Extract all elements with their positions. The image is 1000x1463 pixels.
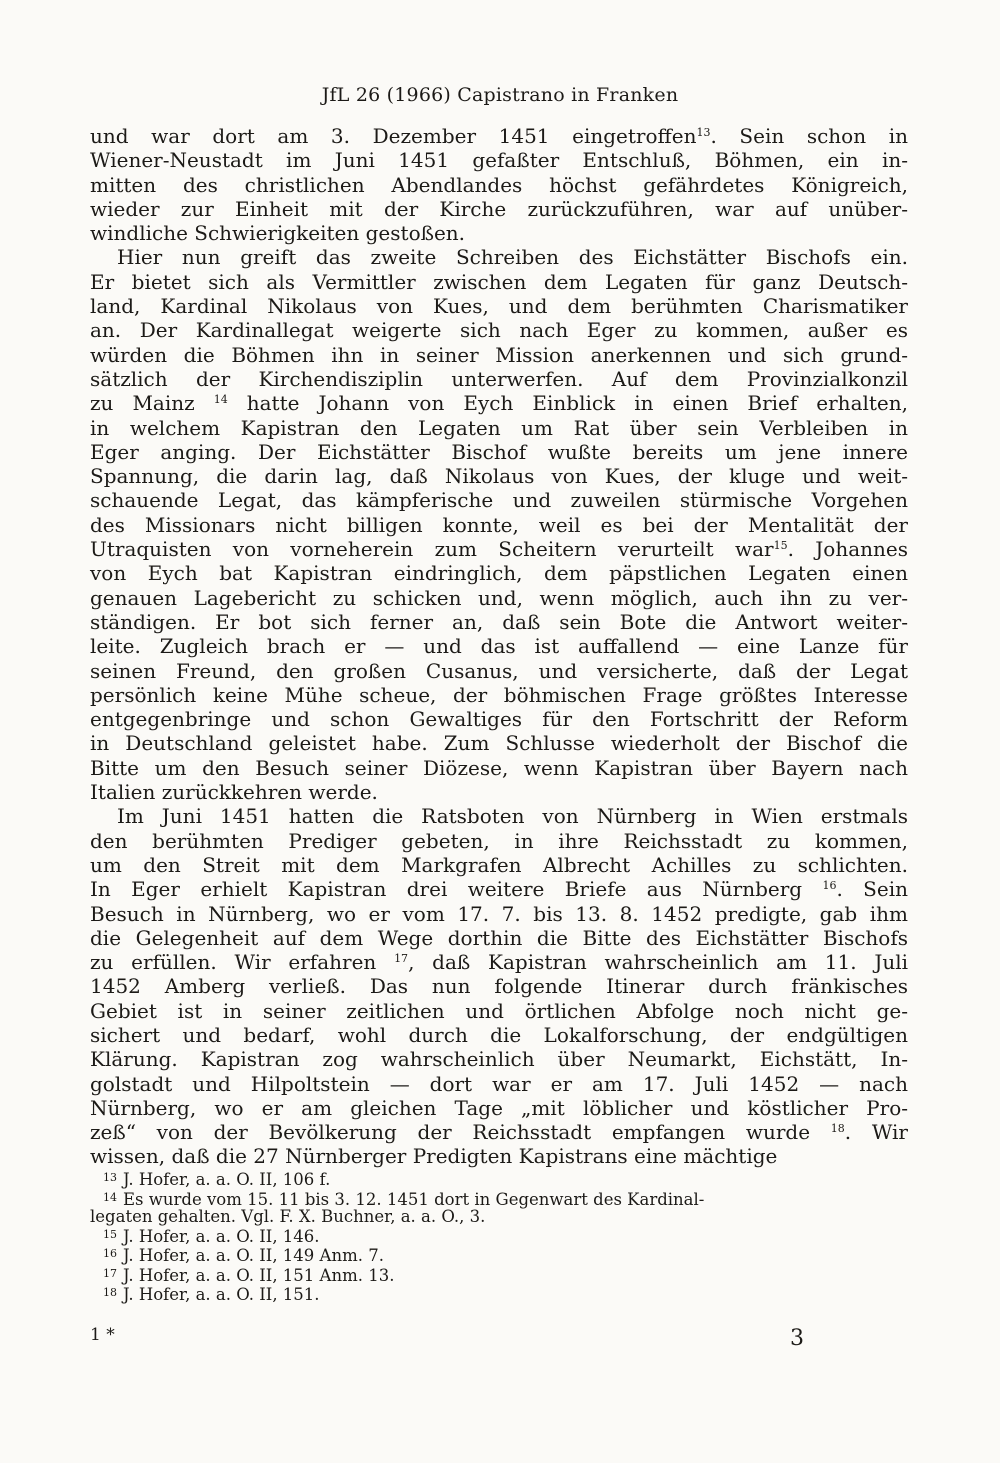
text-run: Besuch in Nürnberg, wo er vom 17. 7. bis 13. 8. 1452 predigte, gab ihm <box>90 901 908 926</box>
text-run: Bitte um den Besuch seiner Diözese, wenn Kapistran über Bayern nach <box>90 755 908 780</box>
text-line <box>90 124 908 148</box>
text-line <box>90 148 908 172</box>
text-line <box>90 1144 908 1168</box>
footnotes <box>90 1169 810 1304</box>
paragraph <box>90 245 908 804</box>
text-run: in welchem Kapistran den Legaten um Rat über sein Verbleiben in <box>90 415 908 440</box>
text-run: Klärung. Kapistran zog wahrscheinlich über Neumarkt, Eichstätt, In- <box>90 1047 908 1072</box>
paragraph <box>90 804 908 1168</box>
footnote-number: 16 <box>103 1247 117 1260</box>
footnote-text: legaten gehalten. Vgl. F. X. Buchner, a. a. O., 3. <box>90 1207 486 1226</box>
text-line <box>90 634 908 658</box>
page-number: 3 <box>790 1326 804 1351</box>
footnote-reference[interactable]: 16 <box>822 879 837 893</box>
text-line <box>90 537 908 561</box>
text-line <box>90 1047 908 1071</box>
body-text <box>90 124 908 1169</box>
text-run: wissen, daß die 27 Nürnberger Predigten Kapistrans eine mächtige <box>90 1144 778 1169</box>
footnote-number: 17 <box>103 1266 117 1280</box>
text-run: den berühmten Prediger gebeten, in ihre Reichsstadt zu kommen, <box>90 828 908 853</box>
text-run: Italien zurückkehren werde. <box>90 780 378 805</box>
text-run: von Eych bat Kapistran eindringlich, dem päpstlichen Legaten einen <box>90 561 908 586</box>
text-run: . Wir <box>844 1120 908 1145</box>
footnote <box>90 1208 810 1226</box>
text-run: und war dort am 3. Dezember 1451 eingetroffen <box>90 124 697 148</box>
text-run: um den Streit mit dem Markgrafen Albrecht Achilles zu schlichten. <box>90 852 908 877</box>
footnote-text: Es wurde vom 15. 11 bis 3. 12. 1451 dort in Gegenwart des Kardinal- <box>123 1189 705 1209</box>
footnote-text: J. Hofer, a. a. O. II, 151. <box>123 1285 320 1304</box>
text-run: Spannung, die darin lag, daß Nikolaus von Kues, der kluge und weit- <box>90 464 908 489</box>
text-run: Hier nun greift das zweite Schreiben des Eichstätter Bischofs ein. <box>117 245 908 270</box>
text-line <box>90 270 908 294</box>
text-run: Nürnberg, wo er am gleichen Tage „mit löblicher und köstlicher Pro- <box>90 1095 908 1120</box>
text-run: Im Juni 1451 hatten die Ratsboten von Nürnberg in Wien erstmals <box>117 804 908 829</box>
text-line <box>90 586 908 610</box>
text-line <box>90 974 908 998</box>
footnote <box>90 1189 810 1209</box>
text-run: zeß“ von der Bevölkerung der Reichsstadt empfangen wurde <box>90 1120 831 1145</box>
text-run: 1452 Amberg verließ. Das nun folgende Itinerar durch fränkisches <box>90 974 908 999</box>
text-line <box>90 659 908 683</box>
footnote-reference[interactable]: 15 <box>773 539 788 553</box>
text-run: . Sein <box>836 877 908 902</box>
footnote-reference[interactable]: 18 <box>830 1122 845 1136</box>
footnote <box>90 1169 810 1189</box>
footnote-reference[interactable]: 17 <box>394 952 409 966</box>
text-run: Wiener-Neustadt im Juni 1451 gefaßter Entschluß, Böhmen, ein in- <box>90 148 908 173</box>
text-run: . Sein schon in <box>710 124 908 148</box>
text-line <box>90 561 908 585</box>
text-line <box>90 294 908 318</box>
text-line <box>90 950 908 974</box>
text-line <box>90 1120 908 1144</box>
footnote <box>90 1245 810 1265</box>
text-line <box>90 999 908 1023</box>
text-run: In Eger erhielt Kapistran drei weitere Briefe aus Nürnberg <box>90 877 823 902</box>
text-run: würden die Böhmen ihn in seiner Mission anerkennen und sich grund- <box>90 342 908 367</box>
text-run: sichert und bedarf, wohl durch die Lokalforschung, der endgültigen <box>90 1022 908 1047</box>
text-run: genauen Lagebericht zu schicken und, wenn möglich, auch ihn zu ver- <box>90 585 908 610</box>
text-line <box>90 464 908 488</box>
text-line <box>90 853 908 877</box>
text-line <box>90 343 908 367</box>
text-line <box>90 780 908 804</box>
text-line <box>90 683 908 707</box>
text-run: land, Kardinal Nikolaus von Kues, und dem berühmten Charismatiker <box>90 294 908 319</box>
text-run: persönlich keine Mühe scheue, der böhmischen Frage größtes Interesse <box>90 682 908 707</box>
text-line <box>90 756 908 780</box>
text-line <box>90 440 908 464</box>
text-run: Eger anging. Der Eichstätter Bischof wußte bereits um jene innere <box>90 439 908 464</box>
text-line <box>90 416 908 440</box>
footnote-reference[interactable]: 13 <box>696 126 711 139</box>
text-run: sätzlich der Kirchendisziplin unterwerfen. Auf dem Provinzialkonzil <box>90 366 908 391</box>
text-line <box>90 318 908 342</box>
text-line <box>90 488 908 512</box>
text-line <box>90 804 908 828</box>
running-head: JfL 26 (1966) Capistrano in Franken <box>321 84 679 106</box>
paragraph <box>90 124 908 245</box>
footnote-text: J. Hofer, a. a. O. II, 151 Anm. 13. <box>123 1265 395 1285</box>
footnote-number: 14 <box>103 1190 117 1204</box>
footnote-text: J. Hofer, a. a. O. II, 149 Anm. 7. <box>123 1246 384 1265</box>
text-run: zu Mainz <box>90 391 214 416</box>
text-line <box>90 1072 908 1096</box>
footnote-number: 15 <box>103 1227 117 1241</box>
text-line <box>90 513 908 537</box>
text-run: zu erfüllen. Wir erfahren <box>90 950 395 975</box>
signature-mark: 1 * <box>90 1325 115 1345</box>
text-line <box>90 197 908 221</box>
text-run: Er bietet sich als Vermittler zwischen dem Legaten für ganz Deutsch- <box>90 269 908 294</box>
text-line <box>90 731 908 755</box>
text-line <box>90 221 908 245</box>
text-run: die Gelegenheit auf dem Wege dorthin die Bitte des Eichstätter Bischofs <box>90 925 908 950</box>
text-run: ständigen. Er bot sich ferner an, daß sein Bote die Antwort weiter- <box>90 609 908 634</box>
footnote-number: 18 <box>103 1286 117 1299</box>
text-run: an. Der Kardinallegat weigerte sich nach Eger zu kommen, außer es <box>90 318 908 343</box>
text-line <box>90 173 908 197</box>
text-run: leite. Zugleich brach er — und das ist auffallend — eine Lanze für <box>90 634 908 659</box>
text-run: . Johannes <box>787 537 908 562</box>
text-run: mitten des christlichen Abendlandes höchst gefährdetes Königreich, <box>90 172 908 197</box>
footnote <box>90 1226 810 1246</box>
text-run: wieder zur Einheit mit der Kirche zurückzuführen, war auf unüber- <box>90 196 908 221</box>
text-run: in Deutschland geleistet habe. Zum Schlusse wiederholt der Bischof die <box>90 731 908 756</box>
text-run: Gebiet ist in seiner zeitlichen und örtlichen Abfolge noch nicht ge- <box>90 998 908 1023</box>
text-line <box>90 391 908 415</box>
text-run: entgegenbringe und schon Gewaltiges für den Fortschritt der Reform <box>90 707 908 732</box>
text-line <box>90 707 908 731</box>
text-line <box>90 1023 908 1047</box>
footnote <box>90 1265 810 1285</box>
text-line <box>90 926 908 950</box>
text-line <box>90 610 908 634</box>
text-run: windliche Schwierigkeiten gestoßen. <box>90 221 466 246</box>
footnote <box>90 1284 810 1304</box>
text-line <box>90 829 908 853</box>
text-line <box>90 245 908 269</box>
text-run: Utraquisten von vorneherein zum Scheitern verurteilt war <box>90 537 774 562</box>
footnote-reference[interactable]: 14 <box>213 393 228 407</box>
text-run: hatte Johann von Eych Einblick in einen Brief erhalten, <box>227 391 908 416</box>
footnote-number: 13 <box>103 1171 117 1184</box>
text-line <box>90 367 908 391</box>
text-run: seinen Freund, den großen Cusanus, und versicherte, daß der Legat <box>90 658 908 683</box>
text-run: schauende Legat, das kämpferische und zuweilen stürmische Vorgehen <box>90 488 908 513</box>
text-line <box>90 877 908 901</box>
footnote-text: J. Hofer, a. a. O. II, 106 f. <box>123 1170 331 1189</box>
text-line <box>90 1096 908 1120</box>
text-line <box>90 902 908 926</box>
text-run: golstadt und Hilpoltstein — dort war er am 17. Juli 1452 — nach <box>90 1071 908 1096</box>
text-run: , daß Kapistran wahrscheinlich am 11. Juli <box>408 950 909 975</box>
footnote-text: J. Hofer, a. a. O. II, 146. <box>123 1226 320 1246</box>
text-run: des Missionars nicht billigen konnte, weil es bei der Mentalität der <box>90 512 908 537</box>
